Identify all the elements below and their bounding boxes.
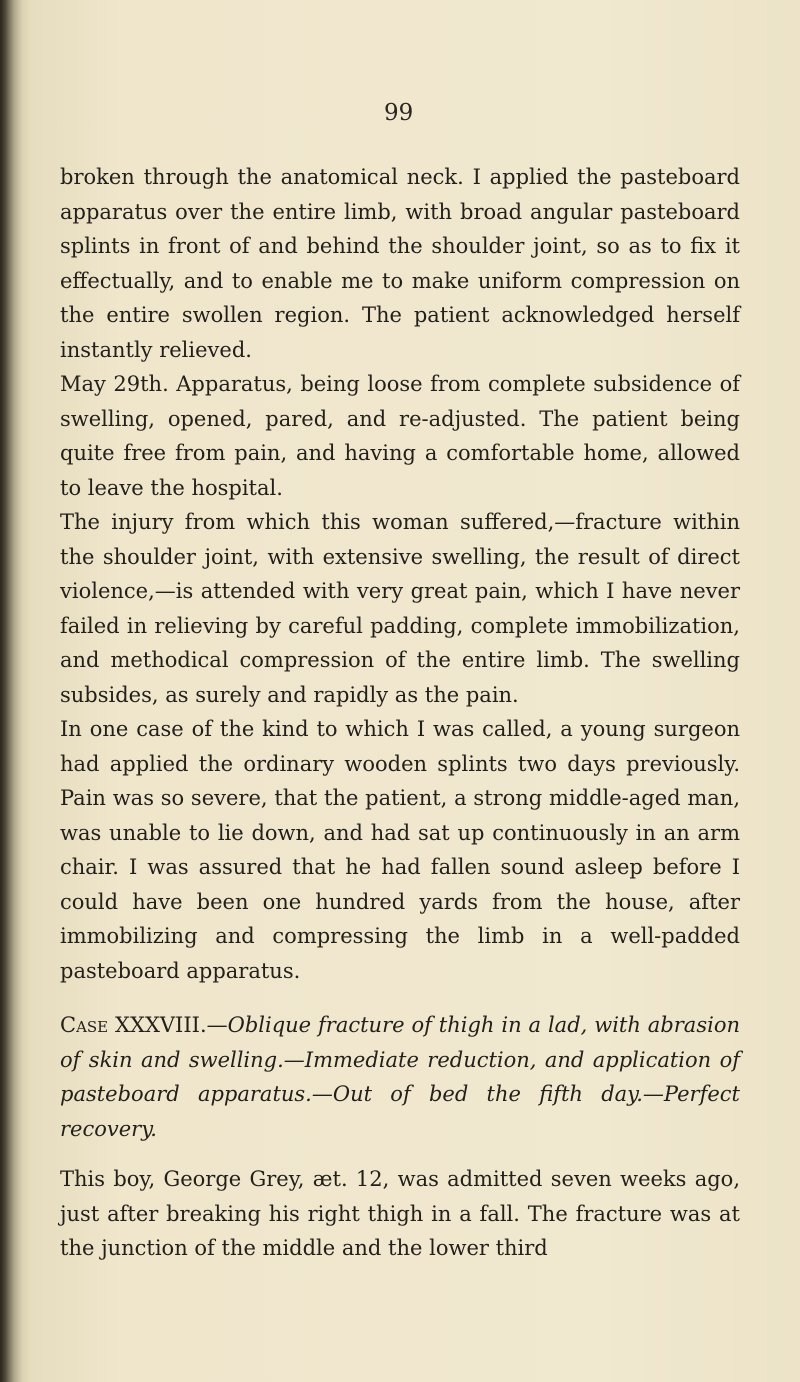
case-heading: [60, 1008, 740, 1146]
binding-gutter-shadow: [0, 0, 22, 1382]
paragraph: This boy, George Grey, æt. 12, was admitted seven weeks ago, just after breaking his right thigh in a fall. The fracture was at the junction of the middle and the lower third: [60, 1167, 740, 1260]
case-title: —Oblique fracture of thigh in a lad, with abrasion of skin and swelling.—Immediate reduction, and application of pasteboard apparatus.—Out of bed the fifth day.—Perfect recovery.: [60, 1013, 740, 1141]
page-body: [60, 160, 740, 1266]
paragraph: May 29th. Apparatus, being loose from complete subsidence of swelling, opened, pared, and re-adjusted. The patient being quite free from pain, and having a comfortable home, allowed to leave the hospital.: [60, 372, 740, 500]
page-number: 99: [384, 100, 414, 126]
case-label: Case XXXVIII.: [60, 1013, 207, 1037]
paragraph: broken through the anatomical neck. I applied the pasteboard apparatus over the entire limb, with broad angular pasteboard splints in front of and behind the shoulder joint, so as to fix it effectually, and to enable me to make uniform compression on the entire swollen region. The patient acknowledged herself instantly relieved.: [60, 165, 740, 362]
paragraph: The injury from which this woman suffered,—fracture within the shoulder joint, with extensive swelling, the result of direct violence,—is attended with very great pain, which I have never failed in relieving by careful padding, complete immobilization, and methodical compression of the entire limb. The swelling subsides, as surely and rapidly as the pain.: [60, 510, 740, 707]
paragraph: In one case of the kind to which I was called, a young surgeon had applied the ordinary wooden splints two days previously. Pain was so severe, that the patient, a strong middle-aged man, was unable to lie down, and had sat up continuously in an arm chair. I was assured that he had fallen sound asleep before I could have been one hundred yards from the house, after immobilizing and compressing the limb in a well-padded pasteboard apparatus.: [60, 717, 740, 983]
